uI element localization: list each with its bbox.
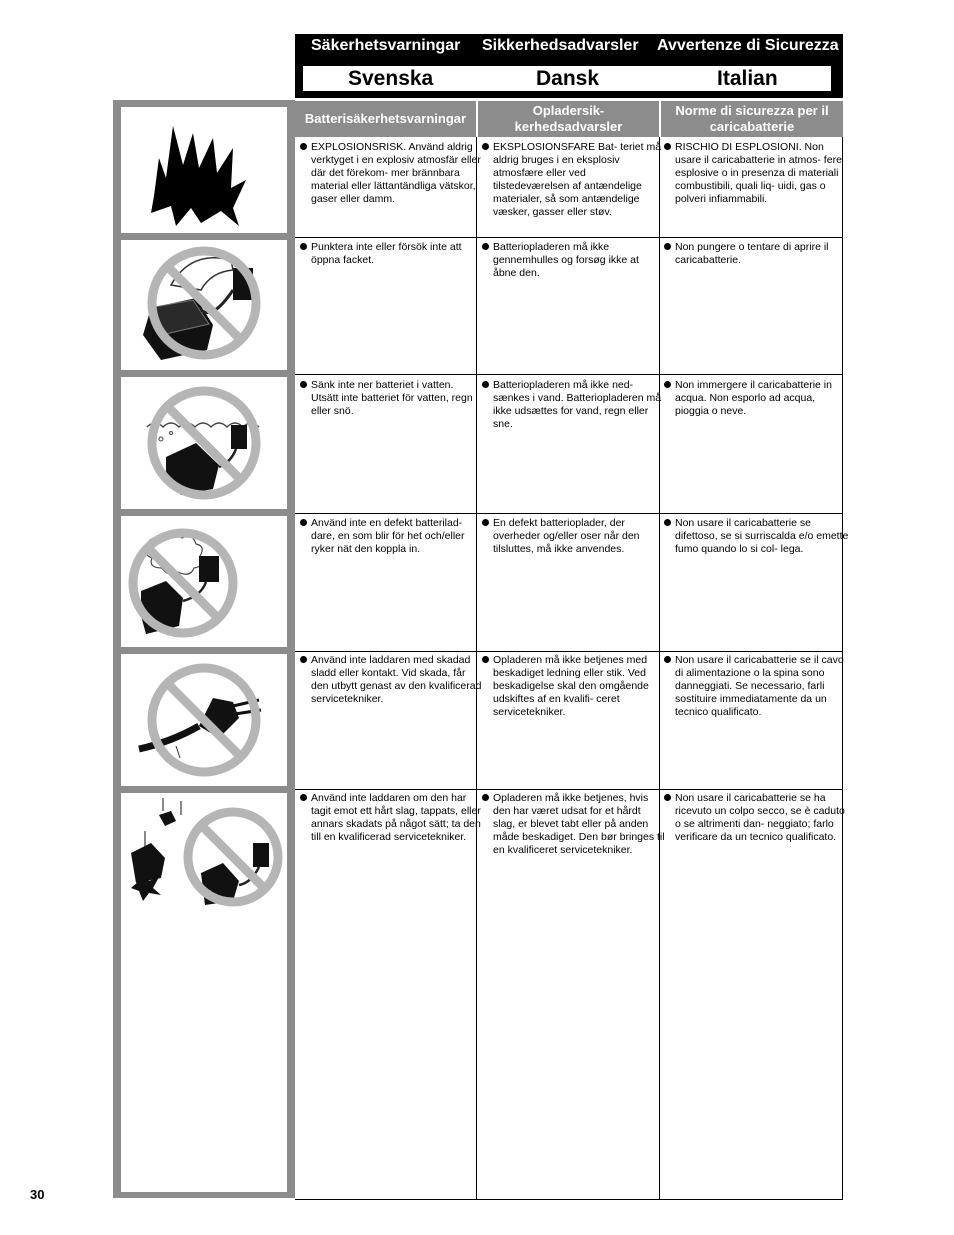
warning-text-italian: Non usare il caricabatterie se ha ricevuto un colpo secco, se è caduto o se altrimenti dan- neggiato; farlo verificare da un tecnico qualificato. (664, 792, 849, 844)
bullet-icon (482, 243, 489, 250)
row-divider (295, 513, 843, 514)
header-banner (295, 34, 843, 98)
bullet-icon (482, 794, 489, 801)
warning-text-dansk: Batteriopladeren må ikke gennemhulles og forsøg ikke at åbne den. (482, 241, 665, 280)
bullet-icon (300, 656, 307, 663)
bullet-icon (664, 143, 671, 150)
bullet-icon (664, 519, 671, 526)
bullet-icon (482, 143, 489, 150)
bullet-icon (300, 519, 307, 526)
illustration-divider (113, 509, 295, 516)
row-divider (295, 374, 843, 375)
warning-text-dansk: Batteriopladeren må ikke ned- sænkes i vand. Batteriopladeren må ikke udsættes for vand, regn eller sne. (482, 379, 665, 431)
warning-text-italian: Non usare il caricabatterie se difettoso, se si surriscalda e/o emette fumo quando lo si col- lega. (664, 517, 849, 556)
warning-text-svenska: Använd inte laddaren med skadad sladd eller kontakt. Vid skada, får den utbytt genast av den kvalificerad servicetekniker. (300, 654, 483, 706)
illustration-divider (113, 786, 295, 793)
header-title-dansk: Sikkerhedsadvarsler (482, 37, 639, 54)
illustration-divider (113, 647, 295, 654)
language-bar (303, 66, 831, 91)
column-header-italian: Norme di sicurezza per il caricabatterie (661, 101, 843, 137)
page-number: 30 (30, 1187, 45, 1202)
illustration-divider (113, 370, 295, 377)
bullet-icon (300, 243, 307, 250)
warning-text-italian: Non immergere il caricabatterie in acqua. Non esporlo ad acqua, pioggia o neve. (664, 379, 849, 418)
warning-text-italian: Non usare il caricabatterie se il cavo di alimentazione o la spina sono danneggiati. Se necessario, farli sostituire immediatamente da un tecnico qualificato. (664, 654, 849, 719)
row-divider (295, 651, 843, 652)
no-smoking-charger-icon (121, 516, 287, 647)
warning-text-dansk: En defekt batterioplader, der overheder og/eller oser når den tilsluttes, må ikke anvendes. (482, 517, 665, 556)
bullet-icon (300, 381, 307, 388)
illustration-divider (113, 233, 295, 240)
warning-text-italian: Non pungere o tentare di aprire il caricabatterie. (664, 241, 849, 267)
warning-text-svenska: Använd inte en defekt batterilad- dare, en som blir för het och/eller ryker nät den koppla in. (300, 517, 483, 556)
header-title-italian: Avvertenze di Sicurezza (657, 37, 839, 54)
bullet-icon (482, 381, 489, 388)
bullet-icon (664, 381, 671, 388)
bullet-icon (482, 656, 489, 663)
column-header-dansk: Opladersik- kerhedsadvarsler (478, 101, 659, 137)
no-dropped-charger-icon (121, 793, 287, 913)
no-damaged-plug-icon (121, 654, 287, 786)
bullet-icon (664, 656, 671, 663)
header-title-svenska: Säkerhetsvarningar (311, 37, 461, 54)
no-water-charger-icon (121, 377, 287, 509)
warning-text-dansk: EKSPLOSIONSFARE Bat- teriet må aldrig bruges i en eksplosiv atmosfære eller ved tilstedeværelsen af antændelige materialer, så som antændelige væsker, gasser eller støv. (482, 141, 665, 219)
row-divider (295, 789, 843, 790)
table-bottom-border (295, 1199, 843, 1200)
row-divider (295, 237, 843, 238)
language-svenska: Svenska (348, 67, 434, 90)
explosion-icon (121, 108, 287, 233)
no-puncture-charger-icon (121, 240, 287, 370)
warning-text-svenska: Sänk inte ner batteriet i vatten. Utsätt inte batteriet för vatten, regn eller snö. (300, 379, 483, 418)
warning-text-svenska: Punktera inte eller försök inte att öppna facket. (300, 241, 483, 267)
bullet-icon (300, 143, 307, 150)
warning-text-dansk: Opladeren må ikke betjenes med beskadiget ledning eller stik. Ved beskadigelse skal den omgående udskiftes af en kvalifi- ceret servicetekniker. (482, 654, 665, 719)
warning-text-dansk: Opladeren må ikke betjenes, hvis den har været udsat for et hårdt slag, er blevet tabt eller på anden måde beskadiget. Den bør bringes til en kvalificeret servicetekniker. (482, 792, 665, 857)
language-italian: Italian (717, 67, 778, 90)
language-dansk: Dansk (536, 67, 600, 90)
warning-text-italian: RISCHIO DI ESPLOSIONI. Non usare il caricabatterie in atmos- fere esplosive o in presenza di materiali combustibili, quali liq- uidi, gas o polveri infiammabili. (664, 141, 849, 206)
bullet-icon (300, 794, 307, 801)
bullet-icon (664, 794, 671, 801)
warning-text-svenska: EXPLOSIONSRISK. Använd aldrig verktyget i en explosiv atmosfär eller där det förekom- mer brännbara material eller lättantändliga vätskor, gaser eller damm. (300, 141, 483, 206)
bullet-icon (482, 519, 489, 526)
column-header-svenska: Batterisäkerhetsvarningar (295, 101, 476, 137)
warning-text-svenska: Använd inte laddaren om den har tagit emot ett hårt slag, tappats, eller annars skadats på något sätt; ta den till en kvalificerad servicetekniker. (300, 792, 483, 844)
bullet-icon (664, 243, 671, 250)
